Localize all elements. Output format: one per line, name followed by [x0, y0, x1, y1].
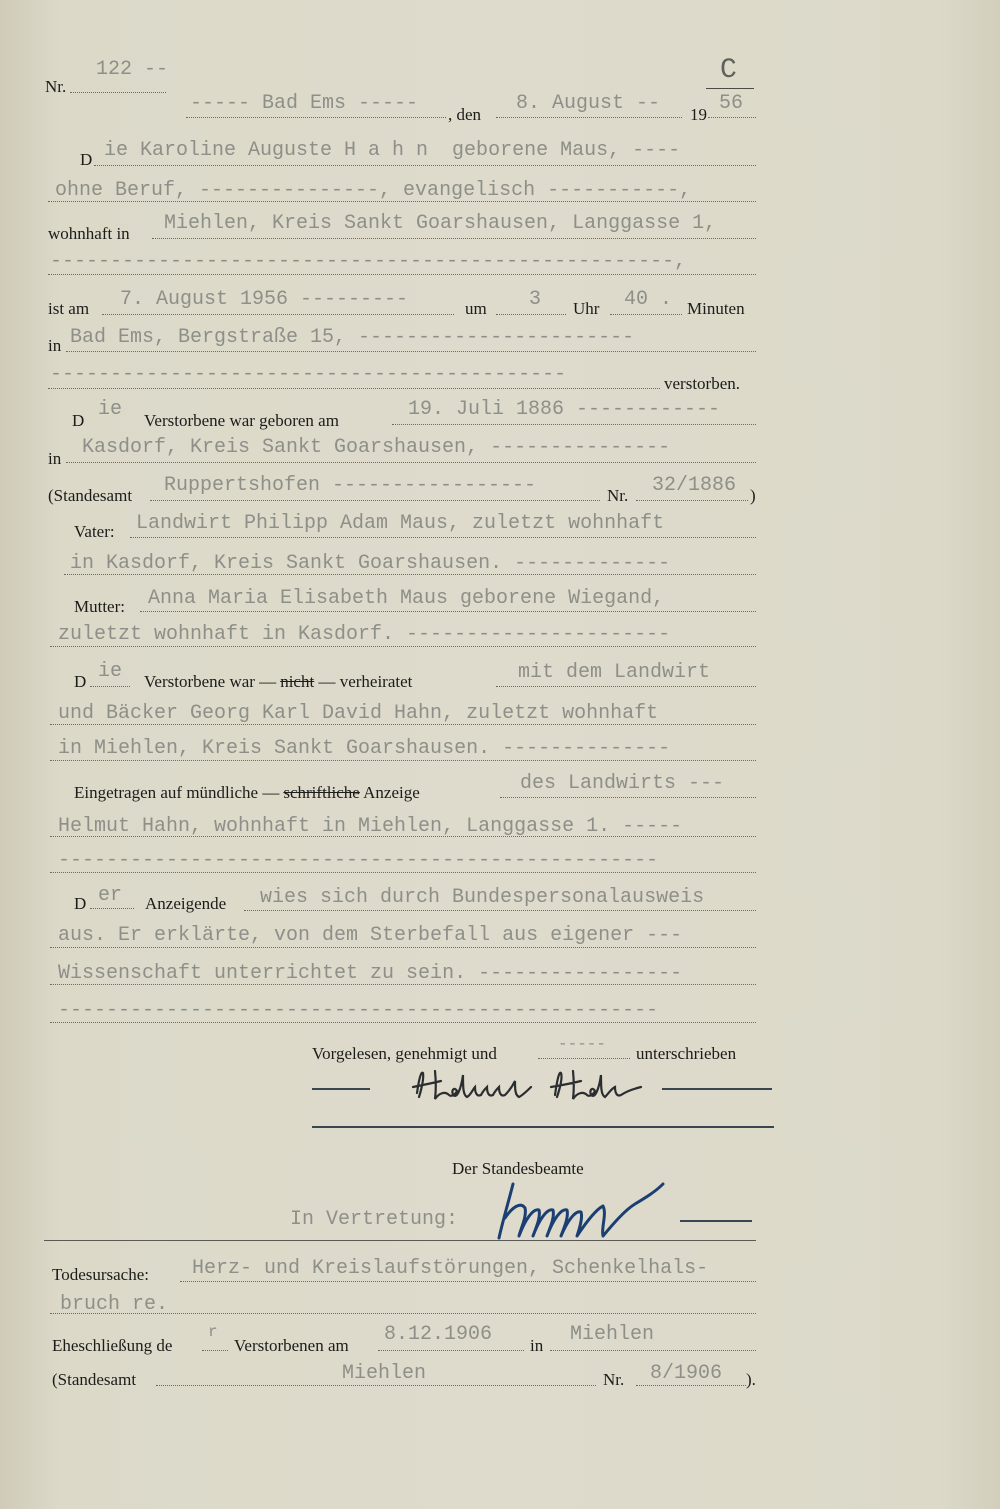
war-label [144, 673, 412, 690]
occupation-religion: ohne Beruf, ---------------, evangelisch -----------, [55, 179, 692, 202]
informant-d-suffix: er [98, 884, 123, 907]
marriage-standesamt-label: (Standesamt [52, 1370, 137, 1389]
official-rule [680, 1220, 752, 1222]
minutes-dotline [610, 314, 682, 315]
signature-rule-right [662, 1088, 772, 1090]
father-line-1: Landwirt Philipp Adam Maus, zuletzt wohnhaft [136, 512, 665, 535]
residence-cont-dotline [48, 274, 756, 275]
birth-nr-dotline [636, 500, 748, 501]
cause-of-death-line-2: bruch re. [60, 1293, 169, 1316]
birth-standesamt-label: (Standesamt [48, 486, 133, 505]
death-date-dotline [102, 314, 454, 315]
signature-rule-left [312, 1088, 370, 1090]
in-vertretung: In Vertretung: [290, 1208, 459, 1231]
death-place-continuation: ------------------------------------------- [50, 363, 567, 386]
marriage-close: ). [746, 1370, 756, 1389]
birth-in-label: in [48, 449, 62, 468]
deceased-name: ie Karoline Auguste H a h n geborene Maus, ---- [104, 139, 681, 162]
mother-dotline-2 [50, 646, 756, 647]
identification-line-1: wies sich durch Bundespersonalausweis [260, 886, 705, 909]
register-number: 122 -- [96, 58, 169, 81]
mutter-label: Mutter: [74, 597, 125, 616]
signature-rule-bottom [312, 1126, 774, 1128]
identification-dotline-3 [50, 984, 756, 985]
vater-label: Vater: [74, 522, 115, 541]
name-dotline [94, 165, 756, 166]
registration-date: 8. August -- [516, 92, 661, 115]
identification-dotline-2 [50, 947, 756, 948]
year-suffix: 56 [719, 92, 744, 115]
deceased-d-prefix: D [80, 150, 93, 169]
anzeigende-label: Anzeigende [145, 894, 227, 913]
birth-standesamt-dotline [150, 500, 600, 501]
birth-place-dotline [66, 462, 756, 463]
death-place: Bad Ems, Bergstraße 15, ----------------------- [70, 326, 635, 349]
marriage-in-label: in [530, 1336, 544, 1355]
residence: Miehlen, Kreis Sankt Goarshausen, Langgasse 1, [164, 212, 717, 235]
informant-dotline-1 [500, 797, 756, 798]
cause-of-death-line-1: Herz- und Kreislaufstörungen, Schenkelhals- [192, 1257, 709, 1280]
father-dotline-2 [64, 574, 756, 575]
birth-date: 19. Juli 1886 ------------ [408, 398, 721, 421]
father-line-2: in Kasdorf, Kreis Sankt Goarshausen. ------------- [70, 552, 671, 575]
marriage-standesamt: Miehlen [342, 1362, 427, 1385]
birth-d-suffix: ie [98, 398, 123, 421]
hour-dotline [496, 314, 566, 315]
informant-line-3: -------------------------------------------------- [58, 849, 659, 872]
eheschliessung-label: Eheschließung de [52, 1336, 173, 1355]
informant-dotline-3 [50, 872, 756, 873]
date-dotline [496, 117, 682, 118]
informant-d-prefix: D [74, 894, 87, 913]
informant-line-1: des Landwirts --- [520, 772, 725, 795]
geboren-label: Verstorbene war geboren am [144, 411, 339, 430]
informant-line-2: Helmut Hahn, wohnhaft in Miehlen, Langgasse 1. ----- [58, 815, 683, 838]
place-dotline [186, 117, 446, 118]
marriage-standesamt-dotline [156, 1385, 596, 1386]
identification-line-4: -------------------------------------------------- [58, 999, 659, 1022]
marriage-place-dotline [550, 1350, 756, 1351]
marriage-place: Miehlen [570, 1323, 655, 1346]
mother-line-1: Anna Maria Elisabeth Maus geborene Wiegand, [148, 587, 665, 610]
birth-nr-label: Nr. [607, 486, 629, 505]
ist-am-label: ist am [48, 299, 90, 318]
vorgelesen-label: Vorgelesen, genehmigt und [312, 1044, 497, 1063]
eheschliessung-suffix: r [208, 1323, 218, 1341]
nicht-struck: nicht [280, 672, 315, 691]
father-dotline-1 [130, 537, 756, 538]
identification-dotline-4 [50, 1022, 756, 1023]
birth-place: Kasdorf, Kreis Sankt Goarshausen, --------------- [82, 436, 671, 459]
informant-dotline-2 [50, 836, 756, 837]
birth-standesamt: Ruppertshofen ----------------- [164, 474, 537, 497]
spouse-dotline-3 [50, 760, 756, 761]
vorgelesen-dotline [538, 1058, 630, 1059]
spouse-line-1: mit dem Landwirt [518, 661, 711, 684]
official-signature [495, 1180, 675, 1242]
minuten-label: Minuten [687, 299, 745, 318]
residence-continuation: ----------------------------------------------------, [50, 250, 687, 273]
letter-underline [706, 88, 754, 89]
death-minutes: 40 . [624, 288, 673, 311]
footer-separator [44, 1240, 756, 1241]
birth-d-prefix: D [72, 411, 85, 430]
birth-date-dotline [392, 424, 756, 425]
death-place-dotline [66, 351, 756, 352]
registration-place: ----- Bad Ems ----- [190, 92, 419, 115]
cause-dotline-2 [50, 1313, 756, 1314]
death-date: 7. August 1956 --------- [120, 288, 409, 311]
vorgelesen-dashes: ----- [558, 1035, 607, 1053]
nr-label: Nr. [45, 77, 67, 96]
marriage-record-number: 8/1906 [650, 1362, 723, 1385]
wohnhaft-label: wohnhaft in [48, 224, 130, 243]
spouse-dotline-1 [496, 686, 756, 687]
mother-line-2: zuletzt wohnhaft in Kasdorf. ---------------------- [58, 623, 671, 646]
birth-record-number: 32/1886 [652, 474, 737, 497]
year-prefix: 19 [690, 105, 707, 124]
war-text: Verstorbene war — [144, 672, 277, 691]
eheschliessung-suffix-dotline [202, 1350, 228, 1351]
informant-suffix-dotline [90, 908, 134, 909]
verstorbenen-label: Verstorbenen am [234, 1336, 349, 1355]
occupation-dotline [48, 201, 756, 202]
uhr-label: Uhr [573, 299, 600, 318]
um-label: um [465, 299, 487, 318]
todesursache-label: Todesursache: [52, 1265, 149, 1284]
eingetragen-label [74, 784, 420, 801]
eingetragen-text: Eingetragen auf mündliche — [74, 783, 280, 802]
schriftliche-struck: schriftliche [283, 783, 360, 802]
status-suffix-dotline [90, 686, 130, 687]
residence-dotline [152, 238, 756, 239]
mother-dotline-1 [140, 611, 756, 612]
marriage-nr-label: Nr. [603, 1370, 625, 1389]
spouse-dotline-2 [50, 724, 756, 725]
marriage-nr-dotline [636, 1385, 746, 1386]
identification-line-3: Wissenschaft unterrichtet zu sein. ----------------- [58, 962, 683, 985]
death-hour: 3 [529, 288, 542, 311]
official-label: Der Standesbeamte [452, 1159, 584, 1178]
anzeige-text: Anzeige [359, 783, 420, 802]
spouse-line-3: in Miehlen, Kreis Sankt Goarshausen. -------------- [58, 737, 671, 760]
death-place-cont-dotline [48, 388, 660, 389]
identification-dotline-1 [244, 910, 756, 911]
verheiratet-text: — verheiratet [314, 672, 413, 691]
register-letter: C [720, 55, 737, 86]
marriage-date-dotline [378, 1350, 524, 1351]
spouse-line-2: und Bäcker Georg Karl David Hahn, zuletzt wohnhaft [58, 702, 659, 725]
birth-close-paren: ) [750, 486, 756, 505]
status-d-prefix: D [74, 672, 87, 691]
unterschrieben-label: unterschrieben [636, 1044, 737, 1063]
death-in-label: in [48, 336, 62, 355]
identification-line-2: aus. Er erklärte, von dem Sterbefall aus eigener --- [58, 924, 683, 947]
year-dotline [708, 117, 756, 118]
verstorben-label: verstorben. [664, 374, 741, 393]
status-d-suffix: ie [98, 660, 123, 683]
den-label: , den [448, 105, 482, 124]
cause-dotline-1 [180, 1281, 756, 1282]
nr-dotline [70, 92, 166, 93]
signer-signature [405, 1065, 655, 1105]
marriage-date: 8.12.1906 [384, 1323, 493, 1346]
